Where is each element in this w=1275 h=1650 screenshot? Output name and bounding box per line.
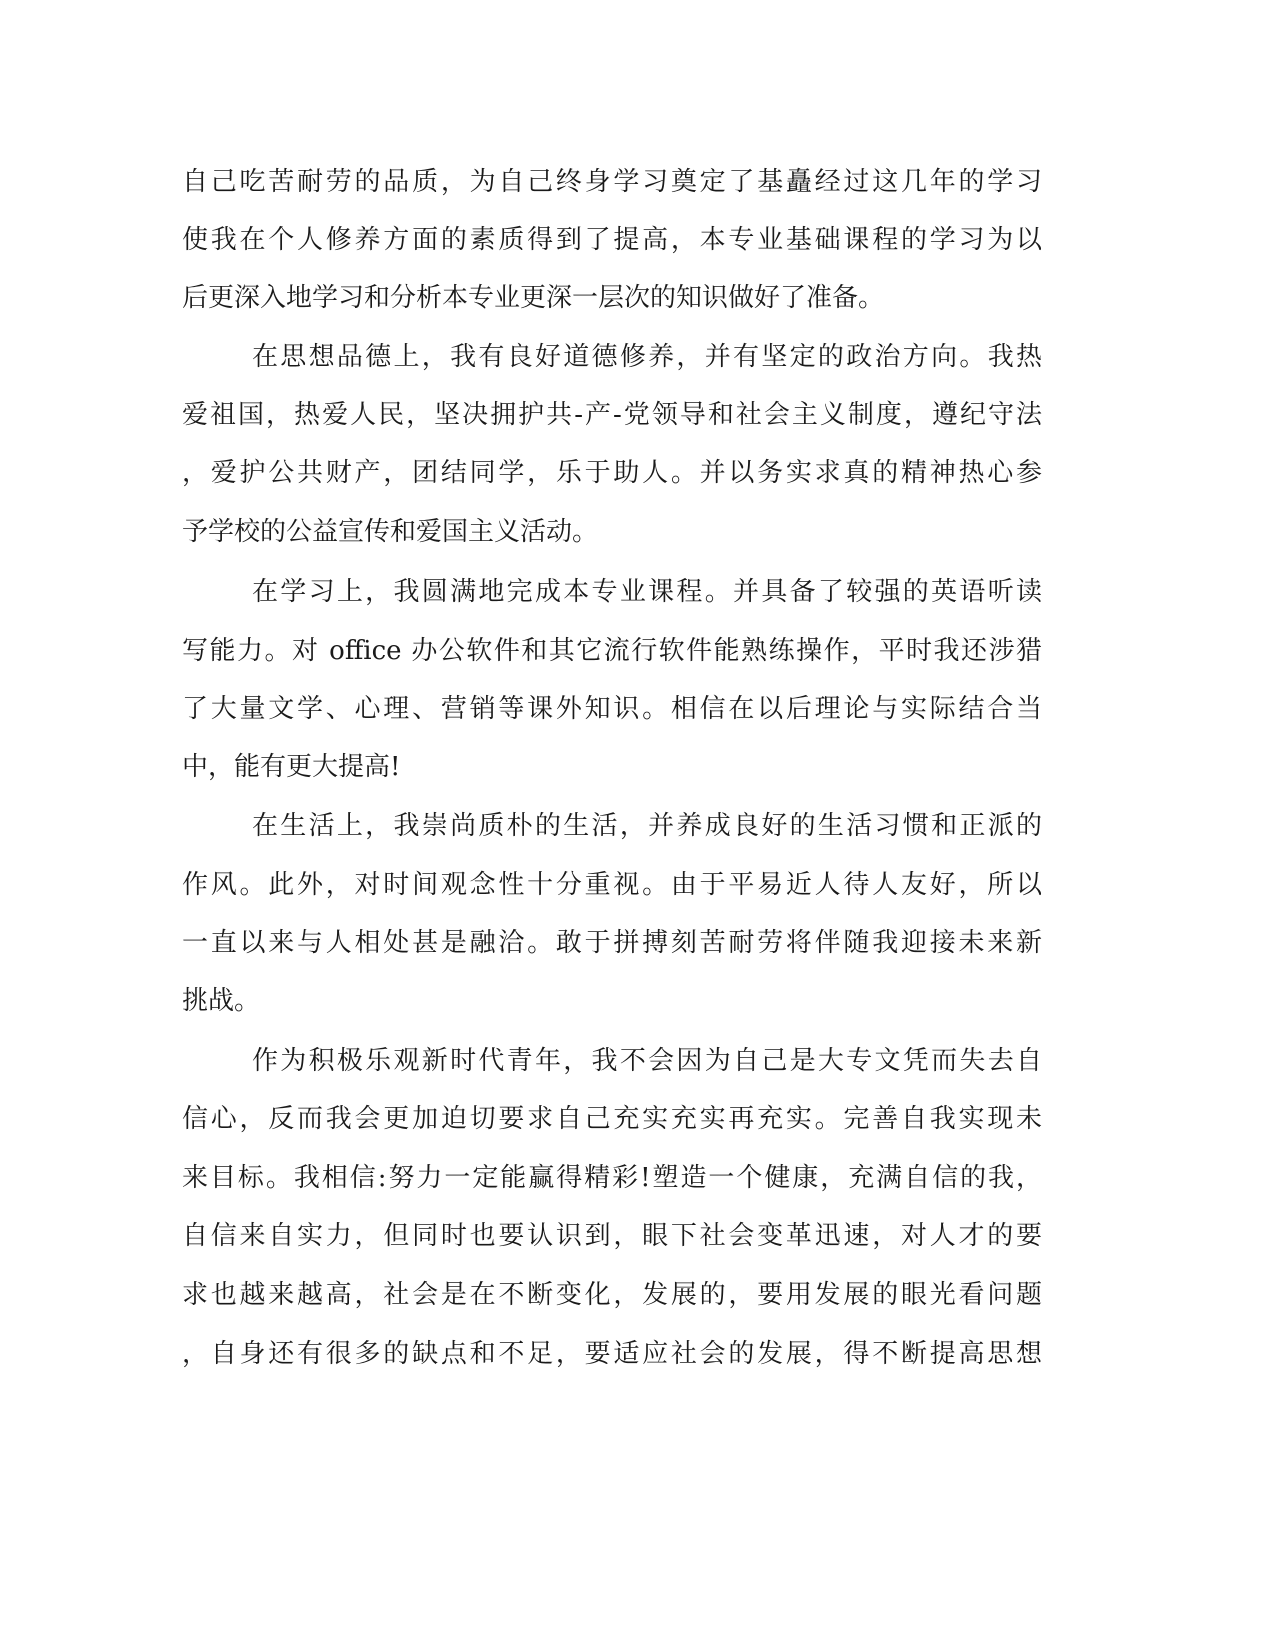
text-line: 一直以来与人相处甚是融洽。敢于拼搏刻苦耐劳将伴随我迎接未来新 xyxy=(182,928,1042,958)
text-line: 自信来自实力，但同时也要认识到，眼下社会变革迅速，对人才的要 xyxy=(182,1221,1042,1251)
text-line: 予学校的公益宣传和爱国主义活动。 xyxy=(182,517,599,547)
text-line: 中，能有更大提高! xyxy=(182,752,401,782)
text-line: 使我在个人修养方面的素质得到了提高，本专业基础课程的学习为以 xyxy=(182,225,1042,255)
text-line: 挑战。 xyxy=(182,986,261,1016)
paragraph-first-line: 在思想品德上，我有良好道德修养，并有坚定的政治方向。我热 xyxy=(252,342,1042,372)
text-line: 写能力。对 office 办公软件和其它流行软件能熟练操作，平时我还涉猎 xyxy=(182,636,1042,666)
text-line: ，自身还有很多的缺点和不足，要适应社会的发展，得不断提高思想 xyxy=(182,1339,1042,1369)
text-line: ，爱护公共财产，团结同学，乐于助人。并以务实求真的精神热心参 xyxy=(182,458,1042,488)
text-line: 信心，反而我会更加迫切要求自己充实充实再充实。完善自我实现未 xyxy=(182,1104,1042,1134)
text-line: 爱祖国，热爱人民，坚决拥护共-产-党领导和社会主义制度，遵纪守法 xyxy=(182,400,1042,430)
text-line: 后更深入地学习和分析本专业更深一层次的知识做好了准备。 xyxy=(182,283,885,313)
text-line: 了大量文学、心理、营销等课外知识。相信在以后理论与实际结合当 xyxy=(182,694,1042,724)
text-line: 来目标。我相信:努力一定能赢得精彩!塑造一个健康，充满自信的我， xyxy=(182,1163,1042,1193)
text-line: 求也越来越高，社会是在不断变化，发展的，要用发展的眼光看问题 xyxy=(182,1280,1042,1310)
paragraph-first-line: 作为积极乐观新时代青年，我不会因为自己是大专文凭而失去自 xyxy=(252,1046,1042,1076)
text-line: 作风。此外，对时间观念性十分重视。由于平易近人待人友好，所以 xyxy=(182,870,1042,900)
paragraph-first-line: 在生活上，我崇尚质朴的生活，并养成良好的生活习惯和正派的 xyxy=(252,811,1042,841)
paragraph-first-line: 在学习上，我圆满地完成本专业课程。并具备了较强的英语听读 xyxy=(252,577,1042,607)
text-line: 自己吃苦耐劳的品质，为自己终身学习奠定了基矗经过这几年的学习 xyxy=(182,167,1042,197)
